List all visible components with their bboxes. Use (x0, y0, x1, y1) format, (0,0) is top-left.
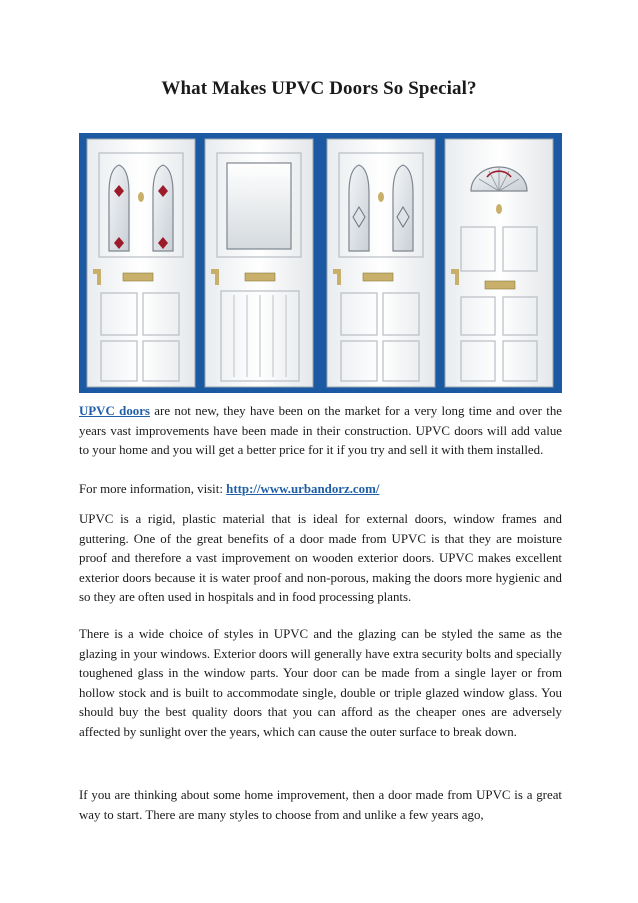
paragraph-more-info (79, 480, 562, 500)
door-3 (327, 139, 435, 387)
upvc-doors-link[interactable]: UPVC doors (79, 404, 150, 418)
paragraph-styles: There is a wide choice of styles in UPVC and the glazing can be styled the same as the glazing in your windows. Exterior doors will generally have extra security bolts and specially toughened glass in the window parts. Your door can be made from a single layer or from hollow stock and is built to accommodate single, double or triple glazed window glass. You should buy the best quality doors that you can afford as the cheaper ones are adversely affected by sunlight over the years, which can cause the outer surface to break down. (79, 627, 562, 739)
paragraph-intro (79, 402, 562, 461)
more-info-label: For more information, visit: (79, 482, 227, 496)
door-1 (87, 139, 195, 387)
page-title: What Makes UPVC Doors So Special? (161, 78, 477, 99)
paragraph-material: UPVC is a rigid, plastic material that is ideal for external doors, window frames and guttering. One of the great benefits of a door made from UPVC is that they are moisture proof and therefore a vast improvement on wooden exterior doors. UPVC makes excellent exterior doors because it is water proof and non-porous, making the doors more hygienic and so they are often used in hospitals and in food processing plants. (79, 512, 562, 605)
intro-text: are not new, they have been on the market for a very long time and over the years vast improvements have been made in their construction. UPVC doors will add value to your home and you will get a better price for it if you try and sell it with them installed. (79, 404, 562, 458)
door-2 (205, 139, 313, 387)
paragraph-improvement: If you are thinking about some home improvement, then a door made from UPVC is a great way to start. There are many styles to choose from and unlike a few years ago, (79, 788, 562, 822)
door-4 (445, 139, 553, 387)
upvc-doors-image (79, 133, 562, 393)
website-link[interactable]: http://www.urbandorz.com/ (226, 482, 380, 496)
